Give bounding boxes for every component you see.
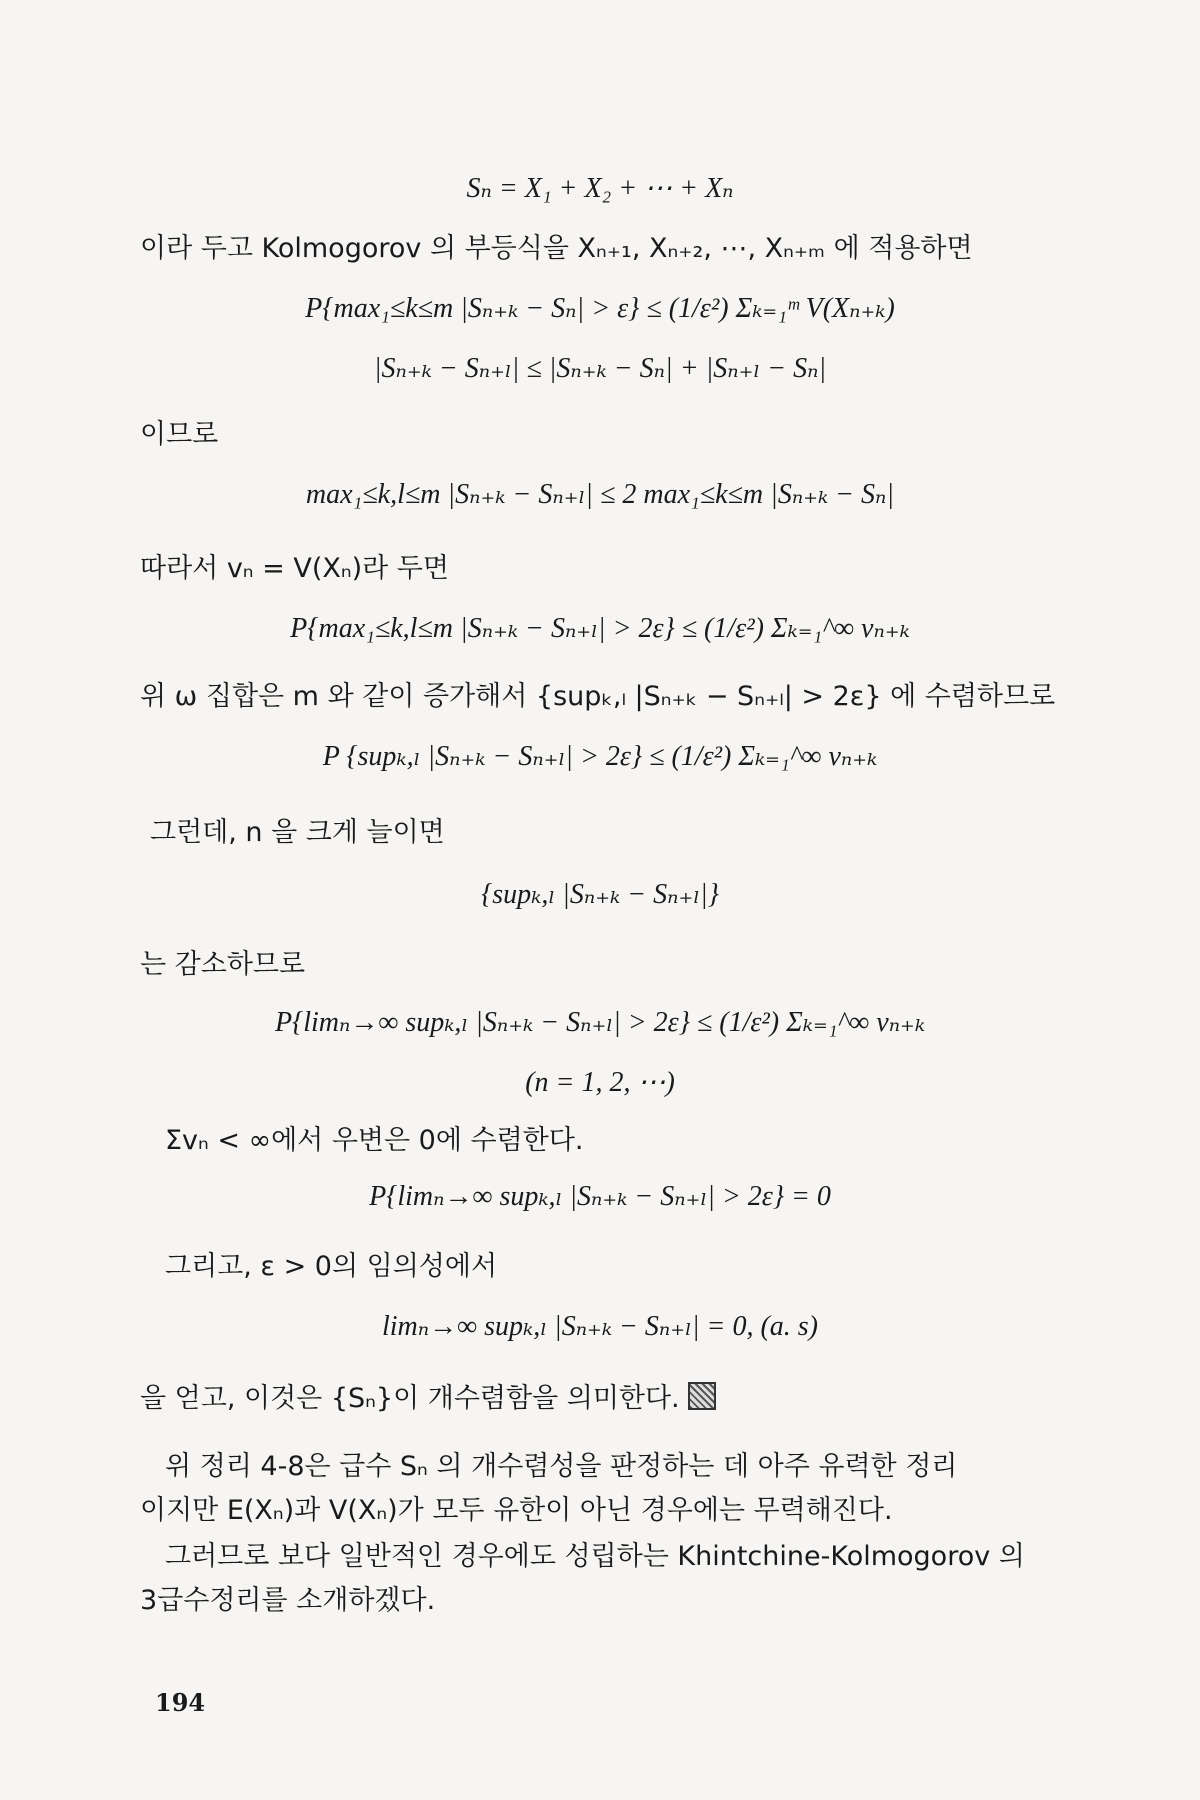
equation-max-bound: max₁≤k,l≤m |Sₙ₊ₖ − Sₙ₊ₗ| ≤ 2 max₁≤k≤m |Sₙ₊ₖ − Sₙ| [305,479,895,510]
qed-square-icon [688,1382,716,1410]
text-line: 따라서 vₙ = V(Xₙ)라 두면 [140,553,449,584]
text-line [140,1382,716,1416]
text-line: 그런데, n 을 크게 늘이면 [150,817,445,848]
equation-limit-zero: P{limₙ→∞ supₖ,ₗ |Sₙ₊ₖ − Sₙ₊ₗ| > 2ε} = 0 [369,1181,831,1212]
equation-limit-bound: P{limₙ→∞ supₖ,ₗ |Sₙ₊ₖ − Sₙ₊ₗ| > 2ε} ≤ (1/ε²) Σₖ₌₁^∞ vₙ₊ₖ [274,1007,926,1038]
conclusion-text: 을 얻고, 이것은 {Sₙ}이 개수렴함을 의미한다. [140,1383,680,1414]
text-line: 이라 두고 Kolmogorov 의 부등식을 Xₙ₊₁, Xₙ₊₂, ⋯, Xₙ₊ₘ 에 적용하면 [140,233,973,264]
page-number: 194 [155,1688,206,1717]
text-line: 그리고, ε > 0의 임의성에서 [165,1251,498,1282]
paragraph-line: 위 정리 4-8은 급수 Sₙ 의 개수렴성을 판정하는 데 아주 유력한 정리 [165,1451,958,1482]
equation-kolmogorov-inequality: P{max₁≤k≤m |Sₙ₊ₖ − Sₙ| > ε} ≤ (1/ε²) Σₖ₌₁ᵐ V(Xₙ₊ₖ) [305,293,895,324]
equation-triangle-inequality: |Sₙ₊ₖ − Sₙ₊ₗ| ≤ |Sₙ₊ₖ − Sₙ| + |Sₙ₊ₗ − Sₙ| [373,353,827,384]
paragraph-line: 3급수정리를 소개하겠다. [140,1585,436,1616]
paragraph-line: 이지만 E(Xₙ)과 V(Xₙ)가 모두 유한이 아닌 경우에는 무력해진다. [140,1495,893,1526]
equation-probability-bound-1: P{max₁≤k,l≤m |Sₙ₊ₖ − Sₙ₊ₗ| > 2ε} ≤ (1/ε²) Σₖ₌₁^∞ vₙ₊ₖ [290,613,910,644]
text-line: 위 ω 집합은 m 와 같이 증가해서 {supₖ,ₗ |Sₙ₊ₖ − Sₙ₊ₗ| > 2ε} 에 수렴하므로 [140,681,1056,712]
equation-probability-bound-2: P {supₖ,ₗ |Sₙ₊ₖ − Sₙ₊ₗ| > 2ε} ≤ (1/ε²) Σₖ₌₁^∞ vₙ₊ₖ [322,741,878,772]
text-line: 이므로 [140,419,219,450]
text-line: Σvₙ < ∞에서 우변은 0에 수렴한다. [165,1125,584,1156]
equation-partial-sum: Sₙ = X₁ + X₂ + ⋯ + Xₙ [466,173,734,204]
equation-supremum: {supₖ,ₗ |Sₙ₊ₖ − Sₙ₊ₗ|} [481,879,719,910]
equation-almost-sure: limₙ→∞ supₖ,ₗ |Sₙ₊ₖ − Sₙ₊ₗ| = 0, (a. s) [382,1311,818,1342]
paragraph-line: 그러므로 보다 일반적인 경우에도 성립하는 Khintchine-Kolmogorov 의 [165,1541,1025,1572]
equation-n-range: (n = 1, 2, ⋯) [525,1067,675,1098]
text-line: 는 감소하므로 [140,949,306,980]
